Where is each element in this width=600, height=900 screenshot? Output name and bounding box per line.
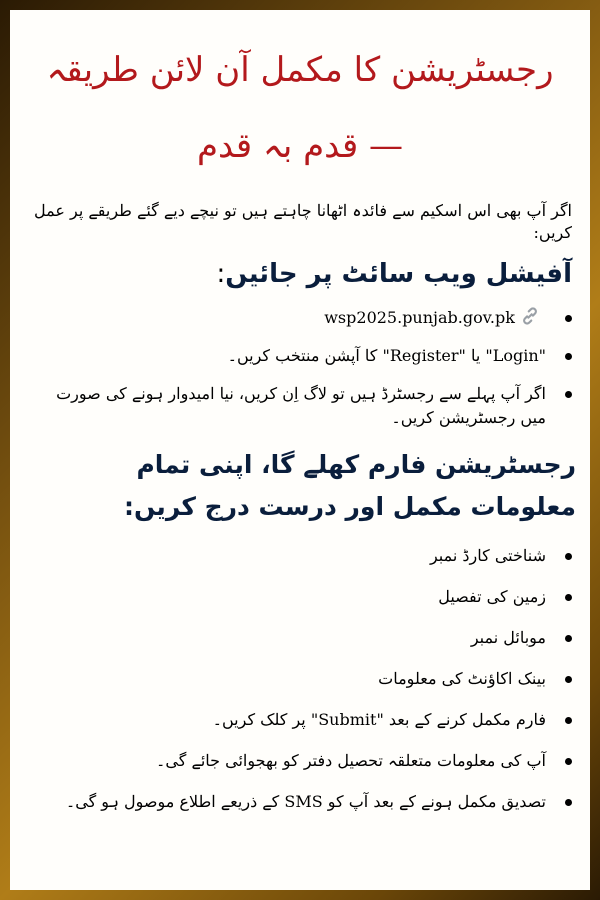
section-1-heading-text: آفیشل ویب سائٹ پر جائیں [225, 259, 572, 289]
list-item: اگر آپ پہلے سے رجسٹرڈ ہیں تو لاگ اِن کریں، نیا امیدوار ہونے کی صورت میں رجسٹریشن کریں۔ [34, 382, 546, 430]
website-url-link[interactable] [324, 308, 546, 327]
list-item: "Login" یا "Register" کا آپشن منتخب کریں۔ [34, 344, 546, 368]
intro-text: اگر آپ بھی اس اسکیم سے فائدہ اٹھانا چاہتے ہیں تو نیچے دیے گئے طریقے پر عمل کریں: [34, 201, 572, 242]
website-url[interactable]: wsp2025.punjab.gov.pk [324, 308, 515, 327]
section-1-heading-colon: : [216, 259, 226, 289]
list-item: زمین کی تفصیل [34, 585, 546, 609]
form-details-list [10, 544, 590, 814]
document-page [10, 10, 590, 890]
list-item: بینک اکاؤنٹ کی معلومات [34, 667, 546, 691]
list-item: فارم مکمل کرنے کے بعد "Submit" پر کلک کریں۔ [34, 708, 546, 732]
list-item: تصدیق مکمل ہونے کے بعد آپ کو SMS کے ذریعے اطلاع موصول ہو گی۔ [34, 790, 546, 814]
list-item: آپ کی معلومات متعلقہ تحصیل دفتر کو بھجوائی جائے گی۔ [34, 749, 546, 773]
link-icon [520, 306, 540, 326]
website-steps-list [10, 306, 590, 430]
list-item [34, 306, 546, 330]
section-2-heading [24, 444, 576, 528]
section-2-heading-text: رجسٹریشن فارم کھلے گا، اپنی تمام معلومات مکمل اور درست درج کریں [133, 450, 576, 521]
list-item: شناختی کارڈ نمبر [34, 544, 546, 568]
section-2-heading-colon: : [123, 492, 134, 521]
list-item: موبائل نمبر [34, 626, 546, 650]
page-title: رجسٹریشن کا مکمل آن لائن طریقہ — قدم بہ قدم [46, 50, 554, 166]
section-1-heading [28, 250, 572, 298]
